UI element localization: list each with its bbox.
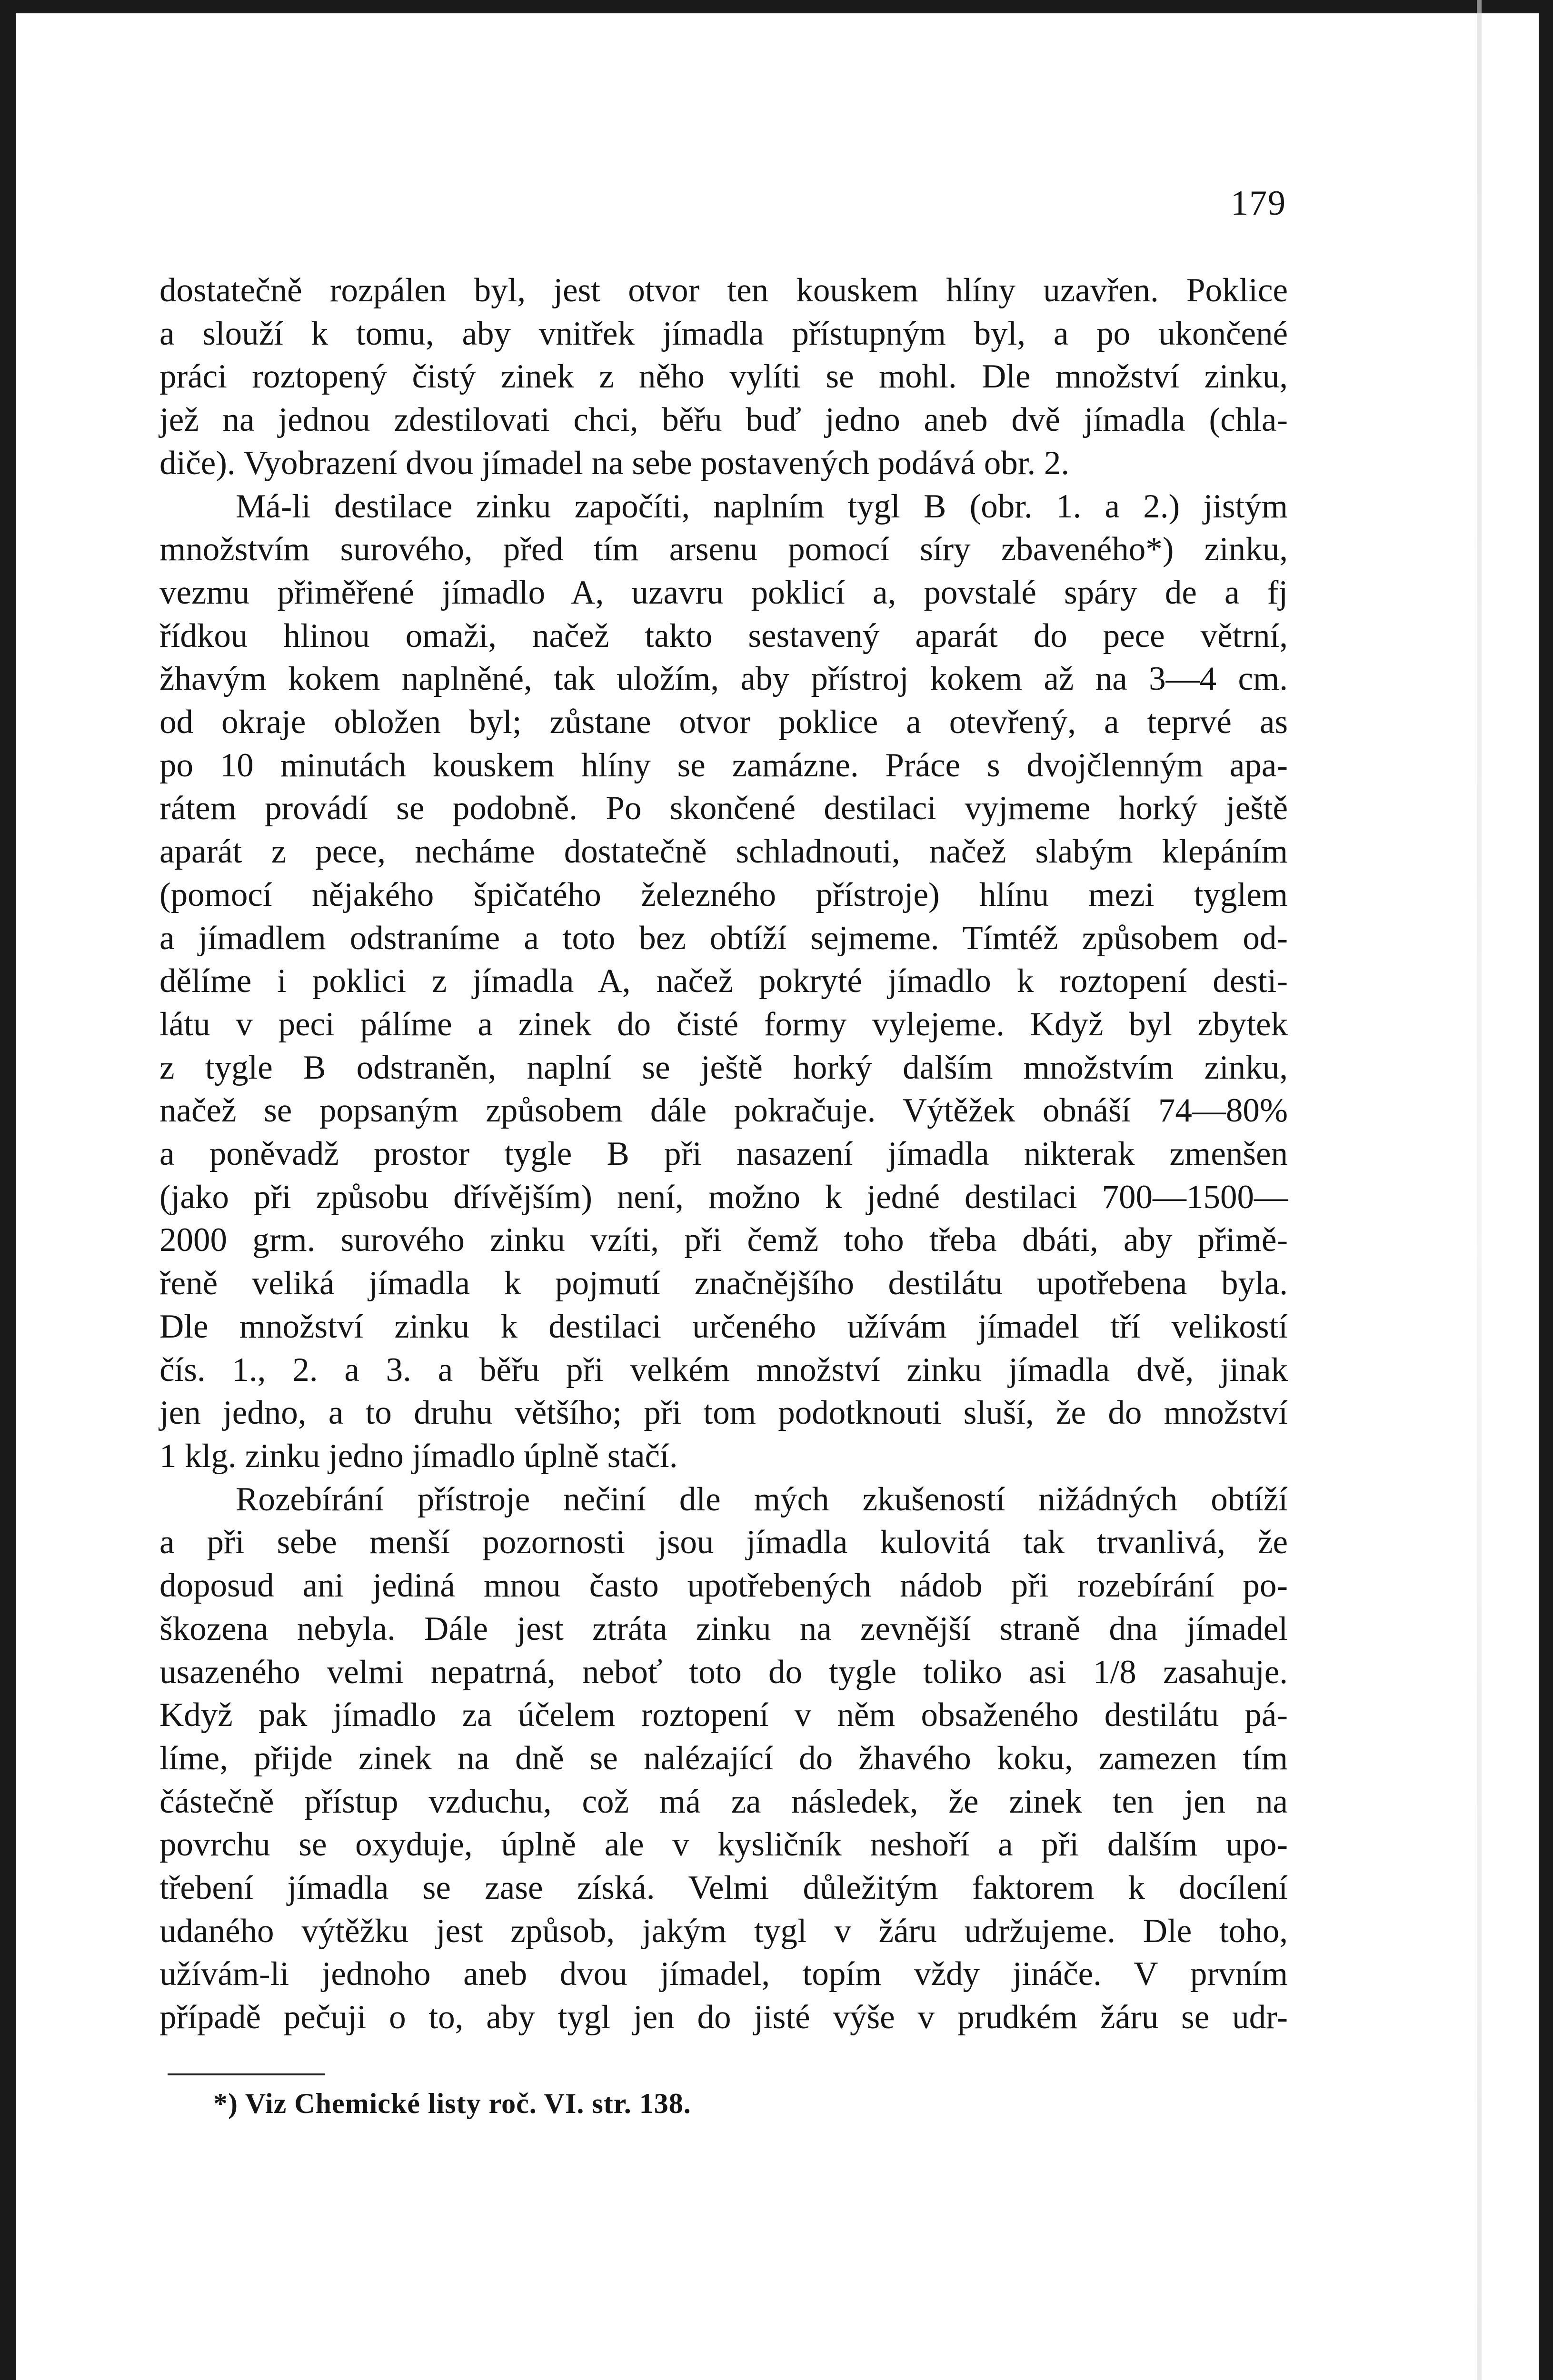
text-line: a jímadlem odstraníme a toto bez obtíží sejmeme. Tímtéž způsobem od- xyxy=(159,919,1288,957)
text-line: Dle množství zinku k destilaci určeného užívám jímadel tří velikostí xyxy=(159,1308,1288,1345)
text-line: usazeného velmi nepatrná, neboť toto do tygle toliko asi 1/8 zasahuje. xyxy=(159,1653,1288,1691)
text-line: škozena nebyla. Dále jest ztráta zinku na zevnější straně dna jímadel xyxy=(159,1610,1288,1647)
text-line: z tygle B odstraněn, naplní se ještě horký dalším množstvím zinku, xyxy=(159,1049,1288,1086)
text-line: čís. 1., 2. a 3. a běřu při velkém množství zinku jímadla dvě, jinak xyxy=(159,1351,1288,1388)
page-number: 179 xyxy=(1231,184,1286,223)
text-line: (pomocí nějakého špičatého železného přístroje) hlínu mezi tyglem xyxy=(159,876,1288,913)
text-line: třebení jímadla se zase získá. Velmi důležitým faktorem k docílení xyxy=(159,1869,1288,1907)
text-line: užívám-li jednoho aneb dvou jímadel, topím vždy jináče. V prvním xyxy=(159,1955,1288,1993)
body-text xyxy=(159,269,1288,2039)
text-line: 2000 grm. surového zinku vzíti, při čemž toho třeba dbáti, aby přimě- xyxy=(159,1221,1288,1259)
text-line: udaného výtěžku jest způsob, jakým tygl v žáru udržujeme. Dle toho, xyxy=(159,1912,1288,1950)
text-line: po 10 minutách kouskem hlíny se zamázne. Práce s dvojčlenným apa- xyxy=(159,746,1288,784)
text-line: množstvím surového, před tím arsenu pomocí síry zbaveného*) zinku, xyxy=(159,531,1288,568)
text-line: dostatečně rozpálen byl, jest otvor ten kouskem hlíny uzavřen. Poklice xyxy=(159,272,1288,309)
text-line: rátem provádí se podobně. Po skončené destilaci vyjmeme horký ještě xyxy=(159,790,1288,827)
text-line: dělíme i poklici z jímadla A, načež pokryté jímadlo k roztopení desti- xyxy=(159,962,1288,1000)
text-line: od okraje obložen byl; zůstane otvor poklice a otevřený, a teprvé as xyxy=(159,704,1288,741)
text-line: jež na jednou zdestilovati chci, běřu buď jedno aneb dvě jímadla (chla- xyxy=(159,401,1288,439)
text-line: látu v peci pálíme a zinek do čisté formy vylejeme. Když byl zbytek xyxy=(159,1005,1288,1043)
text-line: 1 klg. zinku jedno jímadlo úplně stačí. xyxy=(159,1437,678,1475)
text-line: žhavým kokem naplněné, tak uložím, aby přístroj kokem až na 3—4 cm. xyxy=(159,660,1288,698)
text-line: vezmu přiměřené jímadlo A, uzavru poklicí a, povstalé spáry de a fj xyxy=(159,574,1288,611)
text-line: povrchu se oxyduje, úplně ale v kysličník neshoří a při dalším upo- xyxy=(159,1826,1288,1864)
footnote-rule xyxy=(168,2073,325,2075)
text-line: Když pak jímadlo za účelem roztopení v něm obsaženého destilátu pá- xyxy=(159,1696,1288,1734)
text-line: aparát z pece, necháme dostatečně schladnouti, načež slabým klepáním xyxy=(159,833,1288,871)
text-line: a při sebe menší pozornosti jsou jímadla kulovitá tak trvanlivá, že xyxy=(159,1524,1288,1561)
text-line: částečně přístup vzduchu, což má za následek, že zinek ten jen na xyxy=(159,1783,1288,1820)
text-line: líme, přijde zinek na dně se nalézající do žhavého koku, zamezen tím xyxy=(159,1739,1288,1777)
text-line: a slouží k tomu, aby vnitřek jímadla přístupným byl, a po ukončené xyxy=(159,315,1288,352)
scan-streak xyxy=(1477,0,1482,2380)
text-line: diče). Vyobrazení dvou jímadel na sebe postavených podává obr. 2. xyxy=(159,444,1070,482)
text-line: jen jedno, a to druhu většího; při tom podotknouti sluší, že do množství xyxy=(159,1394,1288,1432)
text-line: řídkou hlinou omaži, načež takto sestavený aparát do pece větrní, xyxy=(159,617,1288,654)
text-line: a poněvadž prostor tygle B při nasazení jímadla nikterak zmenšen xyxy=(159,1135,1288,1173)
text-line: Rozebírání přístroje nečiní dle mých zkušeností nižádných obtíží xyxy=(236,1480,1288,1518)
text-line: případě pečuji o to, aby tygl jen do jisté výše v prudkém žáru se udr- xyxy=(159,1999,1288,2036)
text-line: (jako při způsobu dřívějším) není, možno k jedné destilaci 700—1500— xyxy=(159,1178,1288,1216)
text-line: načež se popsaným způsobem dále pokračuje. Výtěžek obnáší 74—80% xyxy=(159,1092,1288,1130)
text-line: Má-li destilace zinku započíti, naplním tygl B (obr. 1. a 2.) jistým xyxy=(236,487,1288,525)
text-line: řeně veliká jímadla k pojmutí značnějšího destilátu upotřebena byla. xyxy=(159,1265,1288,1302)
text-line: doposud ani jediná mnou často upotřebených nádob při rozebírání po- xyxy=(159,1567,1288,1605)
text-line: práci roztopený čistý zinek z něho vylíti se mohl. Dle množství zinku, xyxy=(159,358,1288,396)
footnote: *) Viz Chemické listy roč. VI. str. 138. xyxy=(213,2088,691,2119)
